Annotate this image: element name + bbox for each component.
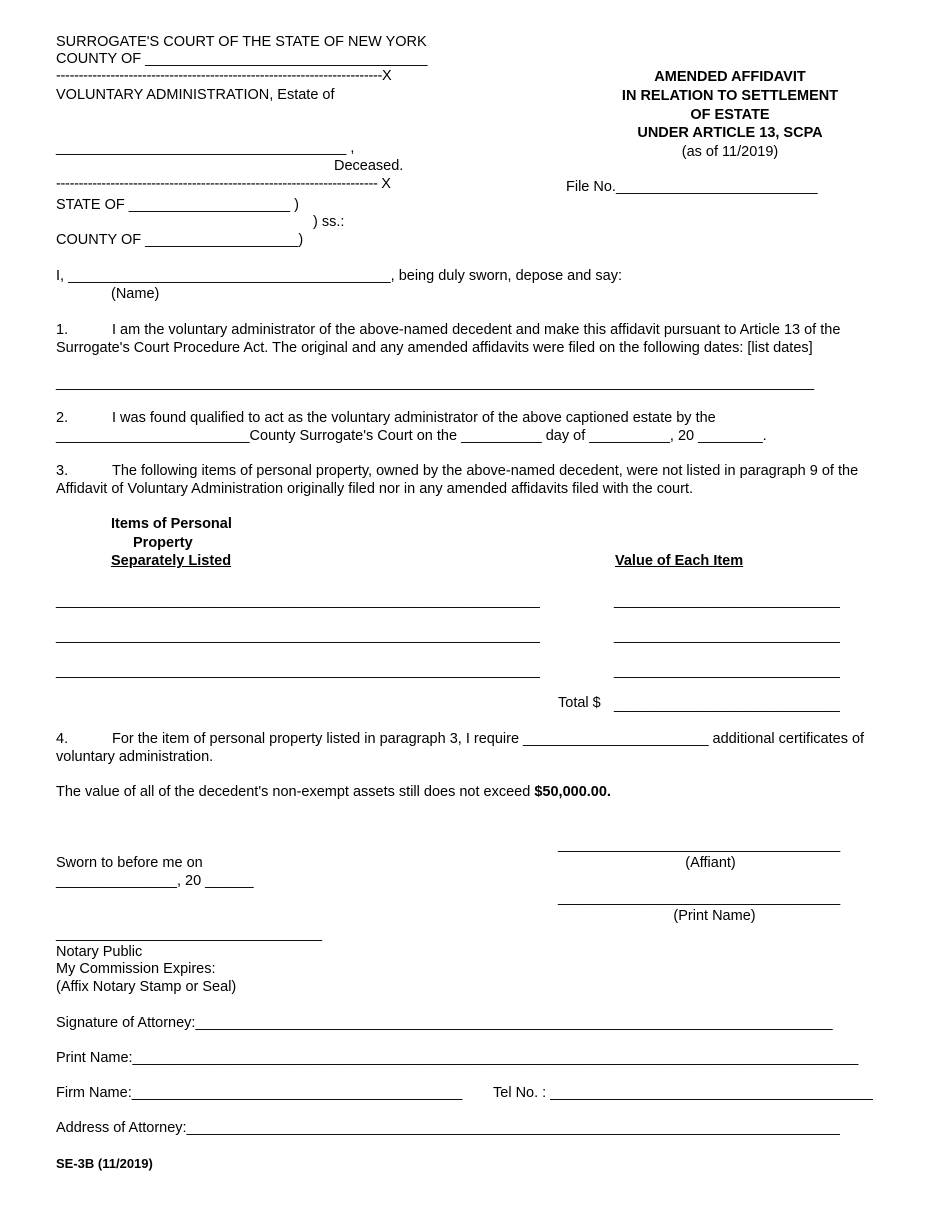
sworn-label: Sworn to before me on xyxy=(56,855,203,871)
paragraph-3-text: The following items of personal property, owned by the above-named decedent, were not listed in paragraph 9 of the Affidavit of Voluntary Administration originally filed nor in any amended affidavits filed with the court. xyxy=(56,463,859,497)
court-name: SURROGATE'S COURT OF THE STATE OF NEW YORK xyxy=(56,34,427,50)
title-line-4: UNDER ARTICLE 13, SCPA xyxy=(637,125,823,141)
attorney-print-name-field[interactable]: Print Name:__________________________________________________________________________________________ xyxy=(56,1050,859,1066)
title-line-1: AMENDED AFFIDAVIT xyxy=(654,69,806,85)
title-line-2: IN RELATION TO SETTLEMENT xyxy=(621,88,839,104)
filing-dates-field[interactable]: ______________________________________________________________________________________________ xyxy=(56,375,815,391)
total-label: Total $ xyxy=(558,695,601,711)
paragraph-1 xyxy=(56,321,896,357)
property-value-field[interactable]: ____________________________ xyxy=(614,628,840,644)
value-header: Value of Each Item xyxy=(615,553,744,569)
qualification-details-field[interactable]: ________________________County Surrogate's Court on the __________ day of __________, 20 ________. xyxy=(56,428,767,444)
paragraph-4-number: 4. xyxy=(56,731,69,747)
property-item-field[interactable]: ____________________________________________________________ xyxy=(56,593,540,609)
print-name-caption: (Print Name) xyxy=(673,908,756,924)
deceased-label: Deceased. xyxy=(334,158,404,174)
ss-label: ) ss.: xyxy=(313,214,345,230)
property-item-field[interactable]: ____________________________________________________________ xyxy=(56,663,540,679)
affiant-signature-line[interactable]: ___________________________________ xyxy=(558,837,841,853)
exempt-assets-text: The value of all of the decedent's non-exempt assets still does not exceed xyxy=(56,784,531,800)
notary-stamp-label: (Affix Notary Stamp or Seal) xyxy=(56,979,237,995)
exempt-assets-statement xyxy=(56,784,611,801)
county-of-field[interactable]: COUNTY OF ___________________________________ xyxy=(56,51,428,67)
voluntary-administration-label: VOLUNTARY ADMINISTRATION, Estate of xyxy=(56,87,335,103)
paragraph-4-text: For the item of personal property listed in paragraph 3, I require _______________________ additional certificates of voluntary administration. xyxy=(56,731,865,765)
paragraph-3-number: 3. xyxy=(56,463,69,479)
file-no-field[interactable]: File No._________________________ xyxy=(566,179,818,195)
caption-divider-bottom: ----------------------------------------------------------------------- X xyxy=(56,176,391,192)
firm-name-field[interactable]: Firm Name:_________________________________________ xyxy=(56,1085,463,1101)
attorney-address-field[interactable]: Address of Attorney:_________________________________________________________________________________ xyxy=(56,1120,840,1136)
paragraph-2-number: 2. xyxy=(56,410,69,426)
property-value-field[interactable]: ____________________________ xyxy=(614,663,840,679)
state-of-field[interactable]: STATE OF ____________________ ) xyxy=(56,197,299,213)
form-id: SE-3B (11/2019) xyxy=(56,1156,153,1171)
tel-no-field[interactable]: Tel No. : ________________________________________ xyxy=(493,1085,873,1101)
paragraph-3 xyxy=(56,462,896,498)
property-item-field[interactable]: ____________________________________________________________ xyxy=(56,628,540,644)
attorney-signature-field[interactable]: Signature of Attorney:_______________________________________________________________________________ xyxy=(56,1015,833,1031)
exempt-assets-amount: $50,000.00. xyxy=(534,784,611,800)
total-value-field[interactable]: ____________________________ xyxy=(614,697,840,713)
items-header-line-2: Property xyxy=(133,535,193,551)
caption-divider-top: ------------------------------------------------------------------------X xyxy=(56,68,392,84)
paragraph-1-text: I am the voluntary administrator of the above-named decedent and make this affidavit pursuant to Article 13 of the Surrogate's Court Procedure Act. The original and any amended affidavits were filed on the following dates: [list dates] xyxy=(56,322,841,356)
paragraph-1-number: 1. xyxy=(56,322,69,338)
paragraph-2-text: I was found qualified to act as the voluntary administrator of the above captioned estate by the xyxy=(112,410,716,426)
affiant-caption: (Affiant) xyxy=(685,855,736,871)
commission-expires-label: My Commission Expires: xyxy=(56,961,216,977)
items-header-line-1: Items of Personal xyxy=(111,516,232,532)
revision-date: (as of 11/2019) xyxy=(681,144,779,160)
items-header-line-3: Separately Listed xyxy=(111,553,232,569)
notary-public-label: Notary Public xyxy=(56,944,143,960)
notary-signature-line[interactable]: _________________________________ xyxy=(56,926,323,942)
name-caption: (Name) xyxy=(111,286,160,302)
print-name-line[interactable]: ___________________________________ xyxy=(558,890,841,906)
affiant-name-line[interactable]: I, ________________________________________, being duly sworn, depose and say: xyxy=(56,268,622,284)
property-value-field[interactable]: ____________________________ xyxy=(614,593,840,609)
sworn-date-field[interactable]: _______________, 20 ______ xyxy=(56,873,254,889)
venue-county-field[interactable]: COUNTY OF ___________________) xyxy=(56,232,304,248)
decedent-name-field[interactable]: ____________________________________ , xyxy=(56,140,355,156)
paragraph-4 xyxy=(56,730,896,766)
title-line-3: OF ESTATE xyxy=(690,107,770,123)
